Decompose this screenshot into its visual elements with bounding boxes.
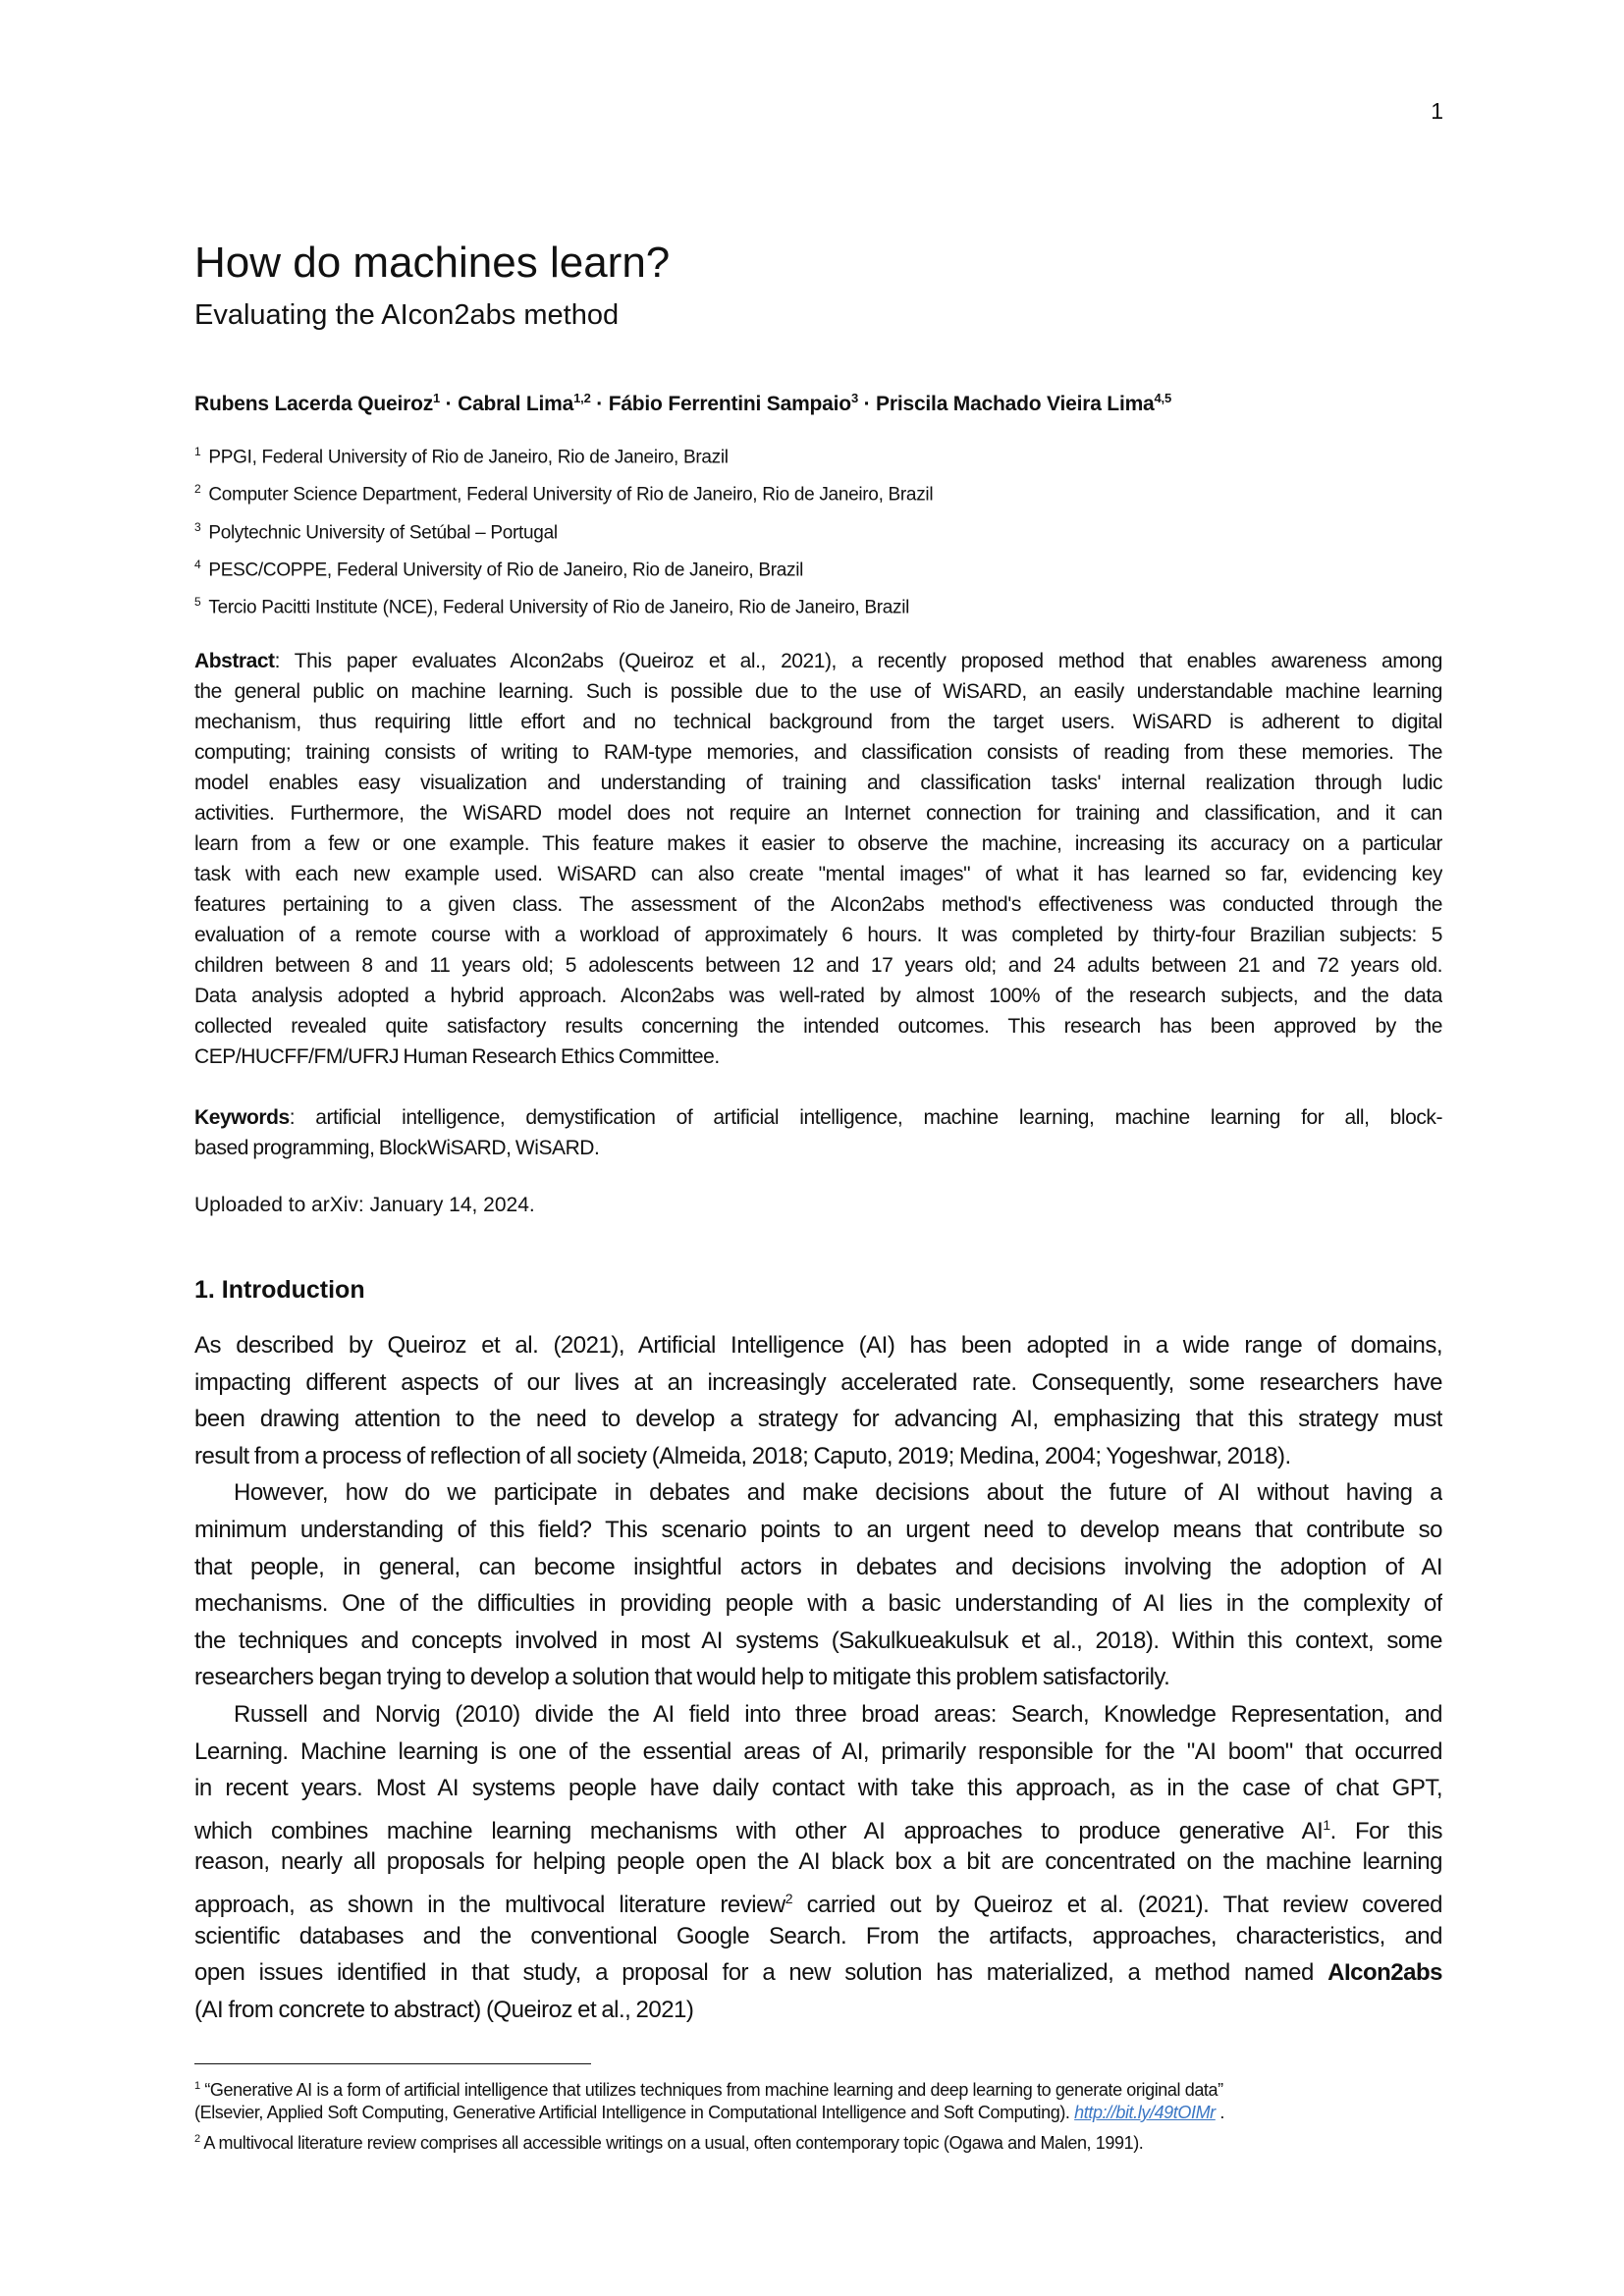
intro-text: open issues identified in that study, a proposal for a new solution has materialized, a method named <box>194 1959 1328 1987</box>
intro-text: which combines machine learning mechanisms with other AI approaches to produce generative AI <box>194 1817 1324 1844</box>
affiliation-number: 4 <box>194 557 201 571</box>
affiliation-item <box>194 511 1451 549</box>
affiliation-item <box>194 549 1451 586</box>
paper-title: How do machines learn? <box>194 239 671 287</box>
keywords <box>194 1102 1442 1163</box>
intro-line <box>194 1881 1442 1918</box>
footnote-line <box>194 2073 1442 2100</box>
abstract-text: : This paper evaluates AIcon2abs (Queiroz et al., 2021), a recently proposed method that enables awareness among <box>274 650 1442 672</box>
abstract-line: computing; training consists of writing to RAM-type memories, and classification consists of reading from these memories. The <box>194 741 1442 764</box>
abstract-line: activities. Furthermore, the WiSARD model does not require an Internet connection for training and classification, and it can <box>194 802 1442 825</box>
affiliation-text: Polytechnic University of Setúbal – Portugal <box>208 521 558 543</box>
affiliation-list <box>194 436 1451 624</box>
footnote-ref[interactable]: 2 <box>785 1890 793 1906</box>
intro-text: carried out by Queiroz et al. (2021). That review covered <box>792 1891 1442 1918</box>
abstract-line: features pertaining to a given class. The assessment of the AIcon2abs method's effectiveness was conducted through the <box>194 893 1442 916</box>
author-name: Fábio Ferrentini Sampaio <box>608 393 851 415</box>
abstract-line: evaluation of a remote course with a workload of approximately 6 hours. It was completed by thirty-four Brazilian subjects: 5 <box>194 924 1442 946</box>
abstract-line <box>194 646 1442 676</box>
author-separator: · <box>863 393 871 415</box>
footnote-divider <box>194 2063 591 2064</box>
abstract-label: Abstract <box>194 650 275 672</box>
abstract-line: Data analysis adopted a hybrid approach. AIcon2abs was well-rated by almost 100% of the research subjects, and the data <box>194 985 1442 1007</box>
paper-subtitle: Evaluating the AIcon2abs method <box>194 299 620 331</box>
footnote-line <box>194 2126 1442 2153</box>
footnote-text: (Elsevier, Applied Soft Computing, Generative Artificial Intelligence in Computational Intelligence and Soft Computing). <box>194 2103 1075 2122</box>
keywords-line: based programming, BlockWiSARD, WiSARD. <box>194 1137 600 1159</box>
footnote-link[interactable]: http://bit.ly/49tOIMr <box>1074 2103 1216 2122</box>
intro-line: the techniques and concepts involved in most AI systems (Sakulkueakulsuk et al., 2018). Within this context, some <box>194 1627 1442 1654</box>
page-number: 1 <box>1431 98 1443 124</box>
author-affil-ref: 3 <box>850 391 858 405</box>
intro-line: been drawing attention to the need to develop a strategy for advancing AI, emphasizing that this strategy must <box>194 1406 1442 1433</box>
intro-line: impacting different aspects of our lives at an increasingly accelerated rate. Consequently, some researchers have <box>194 1368 1442 1396</box>
footnote-ref[interactable]: 1 <box>1323 1816 1330 1833</box>
keywords-text: : artificial intelligence, demystification of artificial intelligence, machine learning, machine learning for all, block- <box>289 1106 1442 1129</box>
section-heading: 1. Introduction <box>194 1276 365 1304</box>
footnotes <box>194 2073 1442 2153</box>
abstract-line: mechanism, thus requiring little effort and no technical background from the target users. WiSARD is adherent to digital <box>194 711 1442 733</box>
intro-line: in recent years. Most AI systems people have daily contact with take this approach, as in the case of chat GPT, <box>194 1775 1442 1802</box>
keywords-label: Keywords <box>194 1106 290 1129</box>
intro-line: researchers began trying to develop a solution that would help to mitigate this problem satisfactorily. <box>194 1664 1170 1691</box>
abstract-line: children between 8 and 11 years old; 5 adolescents between 12 and 17 years old; and 24 adults between 21 and 72 years old. <box>194 954 1442 977</box>
intro-line: reason, nearly all proposals for helping people open the AI black box a bit are concentrated on the machine learning <box>194 1848 1442 1876</box>
affiliation-item <box>194 473 1451 510</box>
footnote-text: . <box>1215 2103 1224 2122</box>
affiliation-number: 1 <box>194 445 201 458</box>
footnote-text: A multivocal literature review comprises all accessible writings on a usual, often contemporary topic (Ogawa and Malen, 1991). <box>199 2133 1144 2153</box>
intro-text: approach, as shown in the multivocal literature review <box>194 1891 785 1918</box>
abstract <box>194 646 1442 1072</box>
intro-line: minimum understanding of this field? This scenario points to an urgent need to develop means that contribute so <box>194 1516 1442 1543</box>
intro-line: result from a process of reflection of all society (Almeida, 2018; Caputo, 2019; Medina, 2004; Yogeshwar, 2018). <box>194 1442 1291 1469</box>
affiliation-number: 2 <box>194 482 201 497</box>
abstract-line: learn from a few or one example. This feature makes it easier to observe the machine, increasing its accuracy on a particular <box>194 832 1442 855</box>
affiliation-item <box>194 436 1451 473</box>
footnote-text: “Generative AI is a form of artificial intelligence that utilizes techniques from machine learning and deep learning to generate original data” <box>199 2080 1223 2100</box>
author-affil-ref: 1,2 <box>573 391 591 405</box>
upload-note: Uploaded to arXiv: January 14, 2024. <box>194 1194 535 1216</box>
footnote-number: 1 <box>194 2080 200 2092</box>
affiliation-text: Tercio Pacitti Institute (NCE), Federal University of Rio de Janeiro, Rio de Janeiro, Brazil <box>208 597 910 618</box>
author-affil-ref: 1 <box>433 391 441 405</box>
intro-line: that people, in general, can become insightful actors in debates and decisions involving the adoption of AI <box>194 1553 1442 1580</box>
intro-line: scientific databases and the conventional Google Search. From the artifacts, approaches, characteristics, and <box>194 1922 1442 1949</box>
footnote-number: 2 <box>194 2133 200 2145</box>
affiliation-number: 3 <box>194 519 201 534</box>
intro-line: Russell and Norvig (2010) divide the AI field into three broad areas: Search, Knowledge Representation, and <box>234 1700 1442 1728</box>
intro-line <box>194 1954 1442 1992</box>
affiliation-item <box>194 586 1451 623</box>
author-list <box>194 383 1451 420</box>
intro-line: Learning. Machine learning is one of the essential areas of AI, primarily responsible for the "AI boom" that occurred <box>194 1737 1442 1765</box>
affiliation-text: PESC/COPPE, Federal University of Rio de Janeiro, Rio de Janeiro, Brazil <box>208 560 804 581</box>
abstract-line: model enables easy visualization and understanding of training and classification tasks' internal realization through ludic <box>194 772 1442 794</box>
intro-line: mechanisms. One of the difficulties in providing people with a basic understanding of AI lies in the complexity of <box>194 1590 1442 1618</box>
author-name: Priscila Machado Vieira Lima <box>876 393 1155 415</box>
abstract-line: the general public on machine learning. Such is possible due to the use of WiSARD, an easily understandable machine learning <box>194 680 1442 703</box>
author-name: Rubens Lacerda Queiroz <box>194 393 433 415</box>
intro-text: . For this <box>1329 1817 1442 1844</box>
intro-line: However, how do we participate in debates and make decisions about the future of AI without having a <box>234 1479 1442 1507</box>
author-name: Cabral Lima <box>458 393 574 415</box>
intro-line <box>194 1807 1442 1844</box>
affiliation-number: 5 <box>194 595 201 610</box>
affiliation-text: Computer Science Department, Federal University of Rio de Janeiro, Rio de Janeiro, Brazil <box>208 484 934 506</box>
author-separator: · <box>445 393 453 415</box>
intro-body <box>194 1327 1442 2028</box>
abstract-line: collected revealed quite satisfactory results concerning the intended outcomes. This research has been approved by the <box>194 1015 1442 1038</box>
abstract-line: CEP/HUCFF/FM/UFRJ Human Research Ethics Committee. <box>194 1045 720 1068</box>
method-name: AIcon2abs <box>1327 1959 1442 1987</box>
abstract-line: task with each new example used. WiSARD can also create "mental images" of what it has learned so far, evidencing key <box>194 863 1442 885</box>
affiliation-text: PPGI, Federal University of Rio de Janeiro, Rio de Janeiro, Brazil <box>208 447 729 468</box>
footnote-line <box>194 2100 1442 2126</box>
intro-line: As described by Queiroz et al. (2021), Artificial Intelligence (AI) has been adopted in a wide range of domains, <box>194 1332 1442 1359</box>
keywords-line <box>194 1102 1442 1133</box>
author-separator: · <box>596 393 604 415</box>
intro-line: (AI from concrete to abstract) (Queiroz et al., 2021) <box>194 1996 694 2023</box>
author-affil-ref: 4,5 <box>1154 391 1172 405</box>
